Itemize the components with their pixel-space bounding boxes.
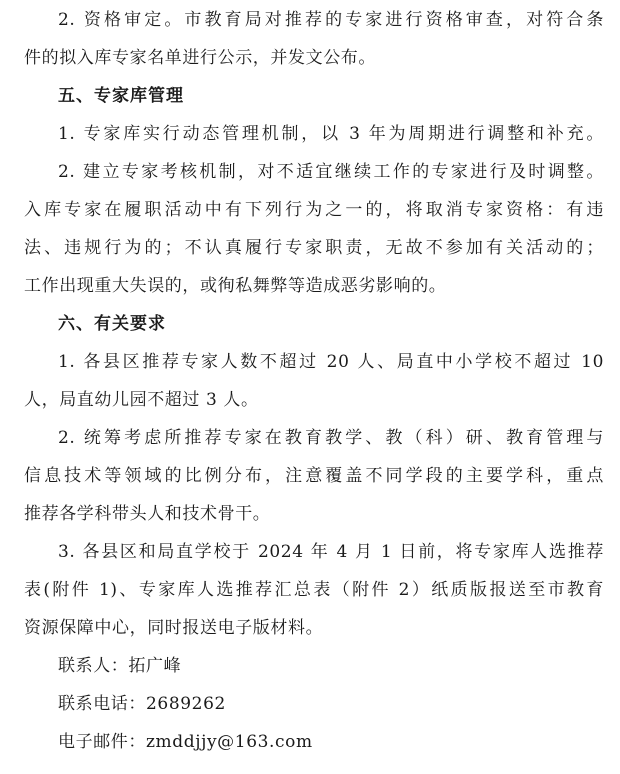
paragraph-line: 信息技术等领域的比例分布，注意覆盖不同学段的主要学科，重点 [24, 466, 604, 486]
paragraph-line: 法、违规行为的；不认真履行专家职责，无故不参加有关活动的； [24, 238, 604, 258]
section-heading-6: 六、有关要求 [58, 314, 166, 334]
paragraph-line: 2. 建立专家考核机制，对不适宜继续工作的专家进行及时调整。 [58, 162, 604, 182]
contact-person: 联系人：拓广峰 [58, 656, 182, 676]
paragraph-line: 1. 专家库实行动态管理机制，以 3 年为周期进行调整和补充。 [58, 124, 604, 144]
paragraph-line: 3. 各县区和局直学校于 2024 年 4 月 1 日前，将专家库人选推荐 [58, 542, 604, 562]
paragraph-line: 2. 资格审定。市教育局对推荐的专家进行资格审查，对符合条 [58, 10, 604, 30]
paragraph-line: 工作出现重大失误的，或徇私舞弊等造成恶劣影响的。 [24, 276, 447, 296]
paragraph-line: 资源保障中心，同时报送电子版材料。 [24, 618, 324, 638]
paragraph-line: 表(附件 1)、专家库人选推荐汇总表（附件 2）纸质版报送至市教育 [24, 580, 604, 600]
paragraph-line: 1. 各县区推荐专家人数不超过 20 人、局直中小学校不超过 10 [58, 352, 604, 372]
section-heading-5: 五、专家库管理 [58, 86, 184, 106]
paragraph-line: 推荐各学科带头人和技术骨干。 [24, 504, 271, 524]
contact-phone: 联系电话：2689262 [58, 694, 226, 714]
paragraph-line: 入库专家在履职活动中有下列行为之一的，将取消专家资格：有违 [24, 200, 604, 220]
paragraph-line: 人，局直幼儿园不超过 3 人。 [24, 390, 259, 410]
paragraph-line: 2. 统筹考虑所推荐专家在教育教学、教（科）研、教育管理与 [58, 428, 604, 448]
paragraph-line: 件的拟入库专家名单进行公示，并发文公布。 [24, 48, 376, 68]
contact-email: 电子邮件：zmddjjy@163.com [58, 732, 313, 752]
